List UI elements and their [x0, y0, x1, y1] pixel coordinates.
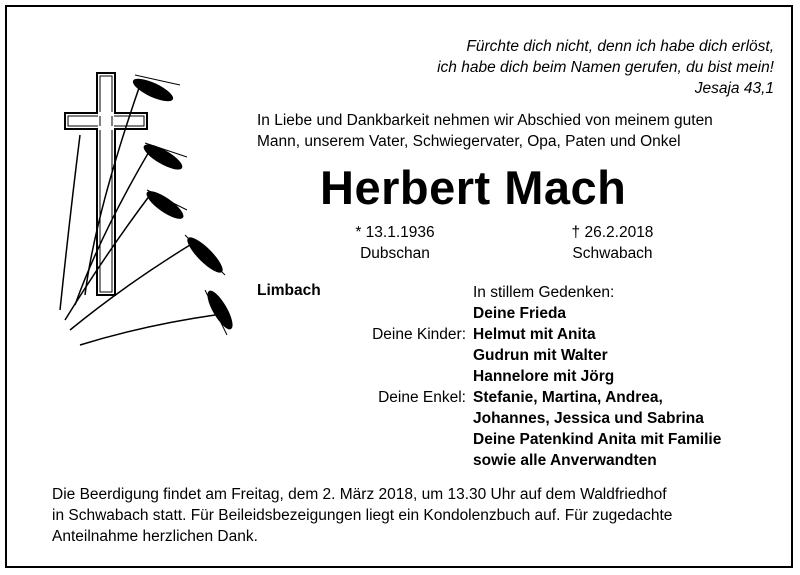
funeral-info	[52, 484, 748, 547]
grandchild-entry: Johannes, Jessica und Sabrina	[473, 410, 704, 427]
death-date: † 26.2.2018	[571, 224, 654, 241]
spouse-name: Deine Frieda	[473, 305, 567, 322]
footer-line: in Schwabach statt. Für Beileidsbezeigungen liegt ein Kondolenzbuch auf. Für zugedachte	[52, 507, 673, 524]
child-entry: Helmut mit Anita	[473, 326, 596, 343]
cross-icon	[55, 65, 235, 365]
death-place: Schwabach	[572, 245, 653, 262]
bible-quote	[437, 36, 774, 99]
deceased-name: Herbert Mach	[320, 161, 627, 214]
birth-date: * 13.1.1936	[355, 224, 435, 241]
intro-line: In Liebe und Dankbarkeit nehmen wir Abschied von meinem guten	[257, 112, 713, 129]
grandchildren-label: Deine Enkel:	[378, 389, 466, 406]
quote-line: Fürchte dich nicht, denn ich habe dich erlöst,	[466, 38, 774, 55]
footer-line: Die Beerdigung findet am Freitag, dem 2. März 2018, um 13.30 Uhr auf dem Waldfriedhof	[52, 486, 667, 503]
children-label: Deine Kinder:	[372, 326, 466, 343]
place-name: Limbach	[257, 282, 321, 299]
quote-line: ich habe dich beim Namen gerufen, du bist mein!	[437, 59, 774, 76]
grandchild-entry: sowie alle Anverwandten	[473, 452, 657, 469]
footer-line: Anteilnahme herzlichen Dank.	[52, 528, 258, 545]
grandchild-entry: Deine Patenkind Anita mit Familie	[473, 431, 722, 448]
intro-text	[257, 110, 713, 152]
death-info	[550, 222, 675, 264]
mourners-intro: In stillem Gedenken:	[473, 284, 615, 301]
child-entry: Gudrun mit Walter	[473, 347, 608, 364]
birth-place: Dubschan	[360, 245, 430, 262]
birth-info	[335, 222, 455, 264]
mourners-list	[345, 282, 721, 471]
intro-line: Mann, unserem Vater, Schwiegervater, Opa, Paten und Onkel	[257, 133, 681, 150]
grandchild-entry: Stefanie, Martina, Andrea,	[473, 389, 663, 406]
child-entry: Hannelore mit Jörg	[473, 368, 615, 385]
quote-source: Jesaja 43,1	[694, 80, 774, 97]
